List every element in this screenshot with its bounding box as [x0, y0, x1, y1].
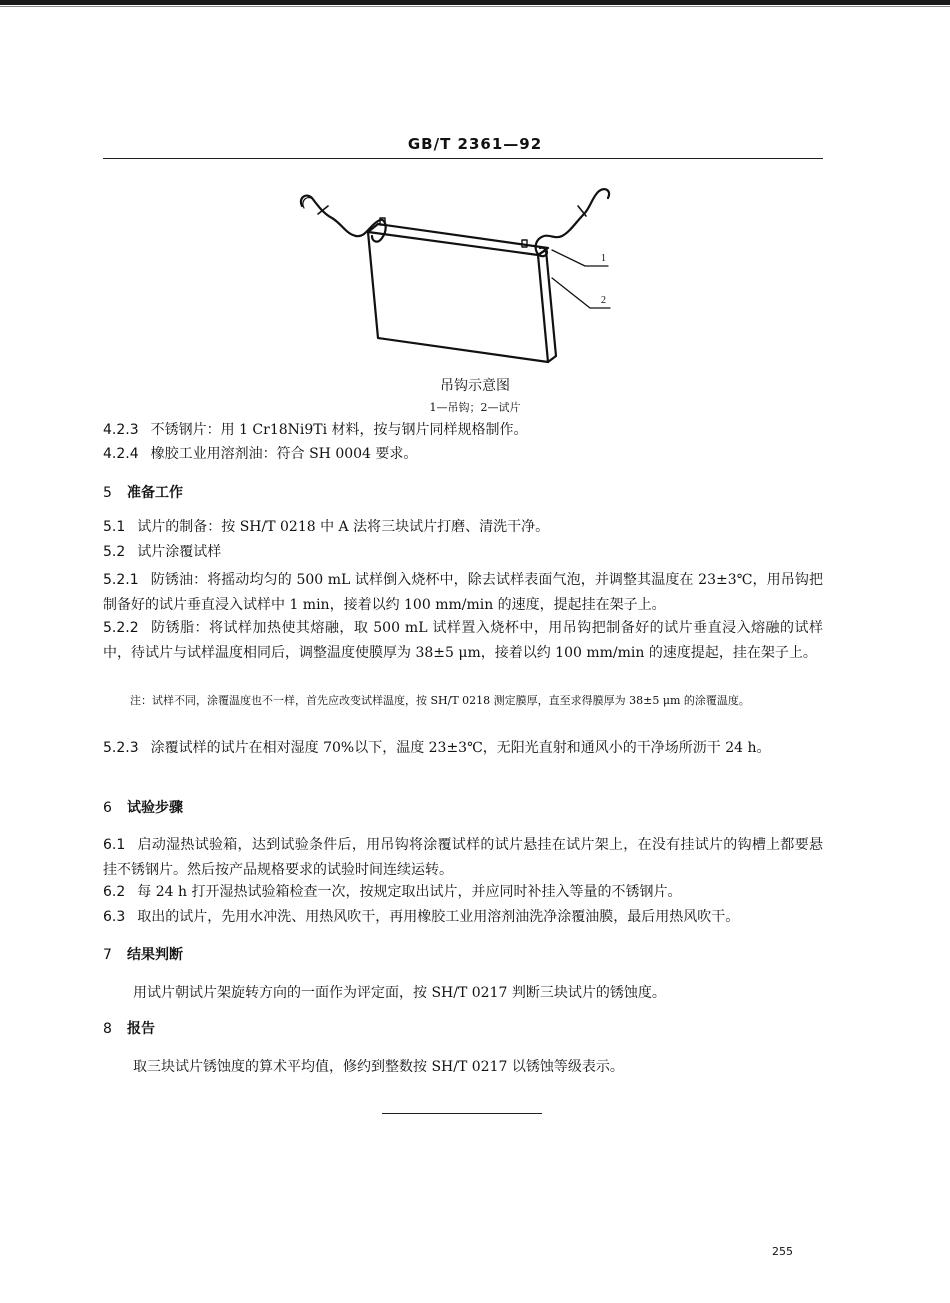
- clause-number: 5.2.1: [103, 572, 139, 588]
- section-number: 8: [103, 1021, 112, 1037]
- section-title: 结果判断: [127, 947, 183, 963]
- clause-text: 试片的制备：按 SH/T 0218 中 A 法将三块试片打磨、清洗干净。: [137, 519, 550, 535]
- clause-number: 4.2.4: [103, 446, 139, 462]
- section-8-body: 取三块试片锈蚀度的算术平均值，修约到整数按 SH/T 0217 以锈蚀等级表示。: [133, 1059, 624, 1075]
- clause-5-2-2: [103, 616, 823, 666]
- section-number: 6: [103, 800, 112, 816]
- section-5-heading: [103, 482, 183, 502]
- clause-5-2: [103, 542, 221, 563]
- clause-5-2-3: [103, 736, 823, 761]
- clause-text: 每 24 h 打开湿热试验箱检查一次，按规定取出试片，并应同时补挂入等量的不锈钢片。: [137, 884, 682, 900]
- clause-6-3: [103, 907, 739, 928]
- clause-4-2-3: [103, 420, 528, 441]
- clause-text: 启动湿热试验箱，达到试验条件后，用吊钩将涂覆试样的试片悬挂在试片架上，在没有挂试片的钩槽上都要悬挂不锈钢片。然后按产品规格要求的试验时间连续运转。: [103, 837, 823, 878]
- page-number: 255: [772, 1245, 793, 1258]
- top-border-rule-thin: [0, 6, 950, 7]
- section-title: 试验步骤: [127, 800, 183, 816]
- section-number: 7: [103, 947, 112, 963]
- clause-number: 6.1: [103, 837, 126, 853]
- clause-number: 5.2: [103, 544, 126, 560]
- section-number: 5: [103, 485, 112, 501]
- hook-wire-right: [536, 189, 609, 256]
- end-of-standard-rule: [382, 1113, 542, 1114]
- clause-number: 5.2.3: [103, 740, 139, 756]
- callout-leader-1: [552, 250, 608, 266]
- section-7-heading: [103, 944, 183, 964]
- header-rule: [103, 158, 823, 159]
- top-border-rule: [0, 0, 950, 5]
- figure-legend: 1—吊钩；2—试片: [429, 401, 521, 414]
- clause-text: 防锈油：将摇动均匀的 500 mL 试样倒入烧杯中，除去试样表面气泡，并调整其温度在 23±3℃，用吊钩把制备好的试片垂直浸入试样中 1 min，接着以约 100 mm/min 的速度，提起挂在架子上。: [103, 572, 823, 613]
- note-5-2-2: 注：试样不同，涂覆温度也不一样，首先应改变试样温度，按 SH/T 0218 测定膜厚，直至求得膜厚为 38±5 μm 的涂覆温度。: [130, 694, 750, 707]
- standard-code-header: GB/T 2361—92: [407, 135, 543, 153]
- clause-6-2: [103, 882, 681, 903]
- clause-number: 6.2: [103, 884, 126, 900]
- specimen-plate: [368, 232, 548, 362]
- section-7-body: 用试片朝试片架旋转方向的一面作为评定面，按 SH/T 0217 判断三块试片的锈蚀度。: [133, 985, 666, 1001]
- clause-4-2-4: [103, 444, 417, 465]
- clause-text: 防锈脂：将试样加热使其熔融，取 500 mL 试样置入烧杯中，用吊钩把制备好的试片垂直浸入熔融的试样中，待试片与试样温度相同后，调整温度使膜厚为 38±5 μm，接着以约 100 mm/min 的速度提起，挂在架子上。: [103, 620, 823, 661]
- clause-number: 4.2.3: [103, 422, 139, 438]
- clause-text: 涂覆试样的试片在相对湿度 70%以下，温度 23±3℃，无阳光直射和通风小的干净场所沥干 24 h。: [150, 740, 771, 756]
- clause-text: 橡胶工业用溶剂油：符合 SH 0004 要求。: [150, 446, 418, 462]
- clause-number: 5.2.2: [103, 620, 139, 636]
- clause-5-1: [103, 517, 549, 538]
- callout-label-2: 2: [601, 295, 606, 306]
- clause-6-1: [103, 833, 823, 883]
- clause-5-2-1: [103, 568, 823, 618]
- section-6-heading: [103, 797, 183, 817]
- clause-number: 6.3: [103, 909, 126, 925]
- figure-caption: 吊钩示意图: [440, 378, 510, 394]
- section-8-heading: [103, 1018, 155, 1038]
- clause-text: 取出的试片，先用水冲洗、用热风吹干，再用橡胶工业用溶剂油洗净涂覆油膜，最后用热风吹干。: [137, 909, 740, 925]
- clause-text: 试片涂覆试样: [137, 544, 222, 560]
- callout-label-1: 1: [601, 253, 606, 264]
- hook-diagram: [290, 180, 630, 370]
- section-title: 报告: [127, 1021, 155, 1037]
- clause-number: 5.1: [103, 519, 126, 535]
- clause-text: 不锈钢片：用 1 Cr18Ni9Ti 材料，按与钢片同样规格制作。: [150, 422, 528, 438]
- section-title: 准备工作: [127, 485, 183, 501]
